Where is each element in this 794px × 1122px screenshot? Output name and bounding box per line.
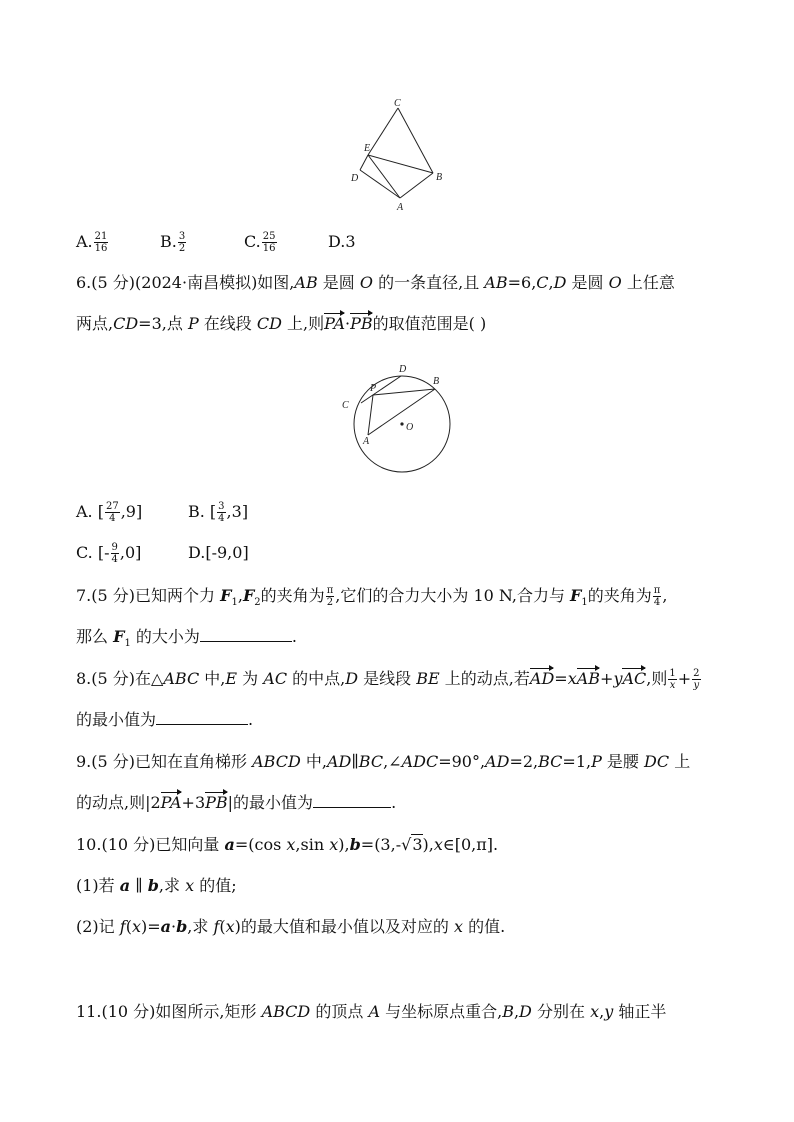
segment-ea xyxy=(368,155,400,198)
segment-ab xyxy=(400,173,433,198)
point-label-b: B xyxy=(436,172,443,183)
q6-option-c[interactable]: C. [- $\frac{9}{4}$ ,0] xyxy=(76,542,142,565)
point-label-c: C xyxy=(342,400,349,411)
q7-stem-line2: 那么 $F_1$ 的大小为 . xyxy=(76,627,298,650)
point-label-d: D xyxy=(351,173,359,184)
point-label-o: O xyxy=(406,422,414,433)
point-label-d: D xyxy=(399,364,407,375)
q9-stem-line1: 9.(5 分)已知在直角梯形 ABCD 中,AD∥BC,∠ADC=90°,AD=2,BC=1,P 是腰 DC 上 xyxy=(76,752,691,771)
q7-stem-line1: 7.(5 分)已知两个力 $F_1,F_2$的夹角为 $\frac{\pi}{2}$ ,它们的合力大小为 10 N,合力与 $F_1$的夹角为 $\frac{\pi}{4}$ , xyxy=(76,585,668,609)
q5-option-a[interactable]: A. $\frac{21}{16}$ xyxy=(76,231,108,254)
q5-option-c[interactable]: C. $\frac{25}{16}$ xyxy=(244,231,276,254)
q11-stem: 11.(10 分)如图所示,矩形 ABCD 的顶点 A 与坐标原点重合,B,D 分别在 x,y 轴正半 xyxy=(76,1002,667,1021)
q7-answer-blank[interactable] xyxy=(200,625,292,642)
q8-stem-line1: 8.(5 分)在△ABC 中,E 为 AC 的中点,D 是线段 BE 上的动点,若AD=xAB+yAC,则 $\frac{1}{x}$ + $\frac{2}{y}$ xyxy=(76,668,700,691)
q6-options-row2 xyxy=(76,541,249,565)
segment-pb xyxy=(373,389,435,395)
segment-da xyxy=(360,170,400,198)
chord-cd xyxy=(361,376,401,403)
q5-figure xyxy=(345,95,455,215)
segment-ed xyxy=(360,155,368,170)
point-label-e: E xyxy=(364,143,371,154)
segment-eb xyxy=(368,155,433,173)
q6-options-row1 xyxy=(76,500,248,524)
vector-pb: PB xyxy=(205,791,228,815)
q6-stem-line1: 6.(5 分)(2024·南昌模拟)如图,AB 是圆 O 的一条直径,且 AB=6,C,D 是圆 O 上任意 xyxy=(76,273,675,292)
vector-ab: AB xyxy=(577,667,600,691)
q6-stem-line2: 两点,CD=3,点 P 在线段 CD 上,则PA·PB的取值范围是( ) xyxy=(76,312,486,336)
q10-part1: (1)若 a ∥ b,求 x 的值; xyxy=(76,876,237,895)
point-label-c: C xyxy=(394,98,401,109)
q9-answer-blank[interactable] xyxy=(313,791,391,808)
q6-option-b[interactable]: B. [ $\frac{3}{4}$ ,3] xyxy=(188,501,249,524)
segment-pa xyxy=(368,395,373,435)
point-label-b: B xyxy=(433,376,440,387)
q10-part2: (2)记 f(x)=a·b,求 f(x)的最大值和最小值以及对应的 x 的值. xyxy=(76,917,506,936)
vector-ac: AC xyxy=(622,667,646,691)
center-point xyxy=(400,422,403,425)
segment-bc xyxy=(398,108,433,173)
point-label-a: A xyxy=(397,202,404,213)
point-label-a: A xyxy=(363,436,370,447)
vector-pa: PA xyxy=(324,312,345,336)
point-label-p: P xyxy=(370,383,377,394)
vector-pa: PA xyxy=(161,791,182,815)
q5-option-b[interactable]: B. $\frac{3}{2}$ xyxy=(160,231,186,254)
q8-answer-blank[interactable] xyxy=(156,708,248,725)
q5-options xyxy=(76,230,356,254)
q5-option-d[interactable]: D.3 xyxy=(328,232,356,251)
q6-option-a[interactable]: A. [ $\frac{27}{4}$ ,9] xyxy=(76,501,143,524)
q8-stem-line2: 的最小值为 . xyxy=(76,710,254,729)
q9-stem-line2: 的动点,则|2PA+3PB|的最小值为 . xyxy=(76,791,396,815)
vector-pb: PB xyxy=(350,312,373,336)
q6-figure xyxy=(338,360,458,475)
q6-option-d[interactable]: D.[-9,0] xyxy=(188,543,249,562)
segment-ce xyxy=(368,108,398,155)
diameter-ab xyxy=(368,389,435,435)
vector-ad: AD xyxy=(530,667,554,691)
q10-stem: 10.(10 分)已知向量 a=(cos x,sin x),b=(3,-√3),x∈[0,π]. xyxy=(76,835,499,854)
